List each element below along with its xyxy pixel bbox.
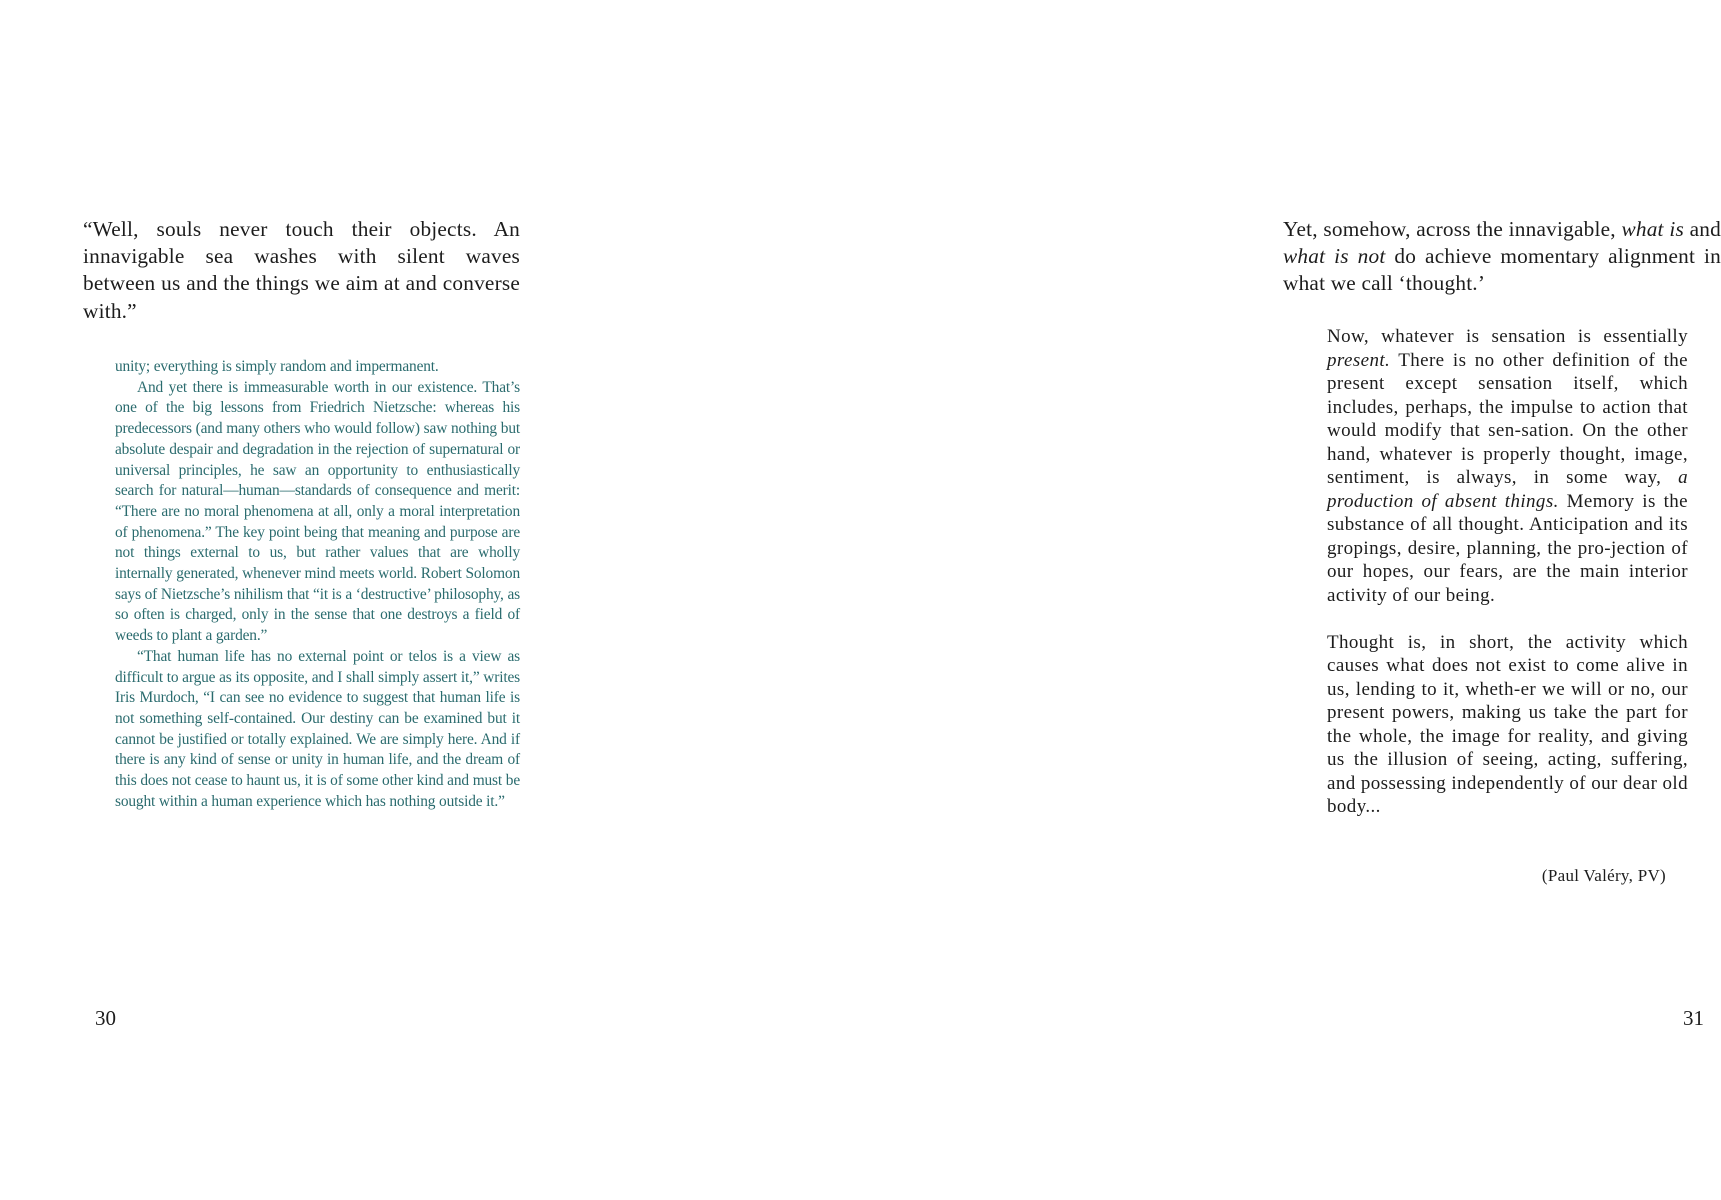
right-page xyxy=(600,0,1721,1200)
excerpt-paragraph: unity; everything is simply random and impermanent. xyxy=(115,358,439,375)
left-page xyxy=(0,0,600,1200)
teal-excerpt xyxy=(115,357,520,812)
excerpt-paragraph: And yet there is immeasurable worth in our existence. That’s one of the big lessons from Friedrich Nietzsche: whereas his predecessors (and many others who would follow) saw nothing but absolute despair and degradation in the rejection of supernatural or universal principles, he saw an opportunity to enthusiastically search for natural—human—standards of consequence and merit: “There are no moral phenomena at all, only a moral interpretation of phenomena.” The key point being that meaning and purpose are not things external to us, but rather values that are wholly internally generated, whenever mind meets world. Robert Solomon says of Nietzsche’s nihilism that “it is a ‘destructive’ philosophy, as so often is charged, only in the sense that one destroys a field of weeds to plant a garden.” xyxy=(115,378,520,645)
intro-quote: “Well, souls never touch their objects. An innavigable sea washes with silent waves between us and the things we aim at and converse with.” xyxy=(83,217,520,323)
lead-emphasis: what is xyxy=(1621,217,1684,241)
quote-text: Now, whatever is sensation is essentially xyxy=(1327,326,1688,347)
quote-text: Memory is the substance of all thought. Anticipation and its gropings, desire, planning, the pro-jection of our hopes, our fears, are the main interior activity of our being. xyxy=(1327,490,1689,606)
quote-text: There is no other definition of the present except sensation itself, which includes, perhaps, the impulse to action that would modify that sen-sation. On the other hand, whatever is properly thought, image, sentiment, is always, in some way, xyxy=(1327,349,1688,488)
page-number-right: 31 xyxy=(1683,1006,1704,1030)
quote-attribution: (Paul Valéry, PV) xyxy=(1541,866,1666,885)
valery-paragraph-1 xyxy=(1327,325,1688,607)
lead-text: do achieve momentary alignment in what we call ‘thought.’ xyxy=(1283,244,1721,296)
quote-emphasis: a production of absent things. xyxy=(1327,467,1688,512)
valery-blockquote xyxy=(1327,325,1688,819)
lead-paragraph xyxy=(1283,216,1721,298)
excerpt-paragraph: “That human life has no external point or telos is a view as difficult to argue as its opposite, and I shall simply assert it,” writes Iris Murdoch, “I can see no evidence to suggest that human life is not something self-contained. Our destiny can be examined but it cannot be justified or totally explained. We are simply here. And if there is any kind of sense or unity in human life, and the dream of this does not cease to haunt us, it is of some other kind and must be sought within a human experience which has nothing outside it.” xyxy=(115,647,520,810)
lead-text: and xyxy=(1683,217,1721,241)
page-number-left: 30 xyxy=(95,1006,116,1030)
quote-emphasis: present. xyxy=(1327,349,1391,371)
valery-paragraph-2: Thought is, in short, the activity which causes what does not exist to come alive in us, lending to it, wheth-er we will or no, our present powers, making us take the part for the whole, the image for reality, and giving us the illusion of seeing, acting, suffering, and possessing independently of our dear old body... xyxy=(1327,631,1688,817)
lead-text: Yet, somehow, across the innavigable, xyxy=(1283,217,1622,241)
lead-emphasis: what is not xyxy=(1283,244,1386,269)
